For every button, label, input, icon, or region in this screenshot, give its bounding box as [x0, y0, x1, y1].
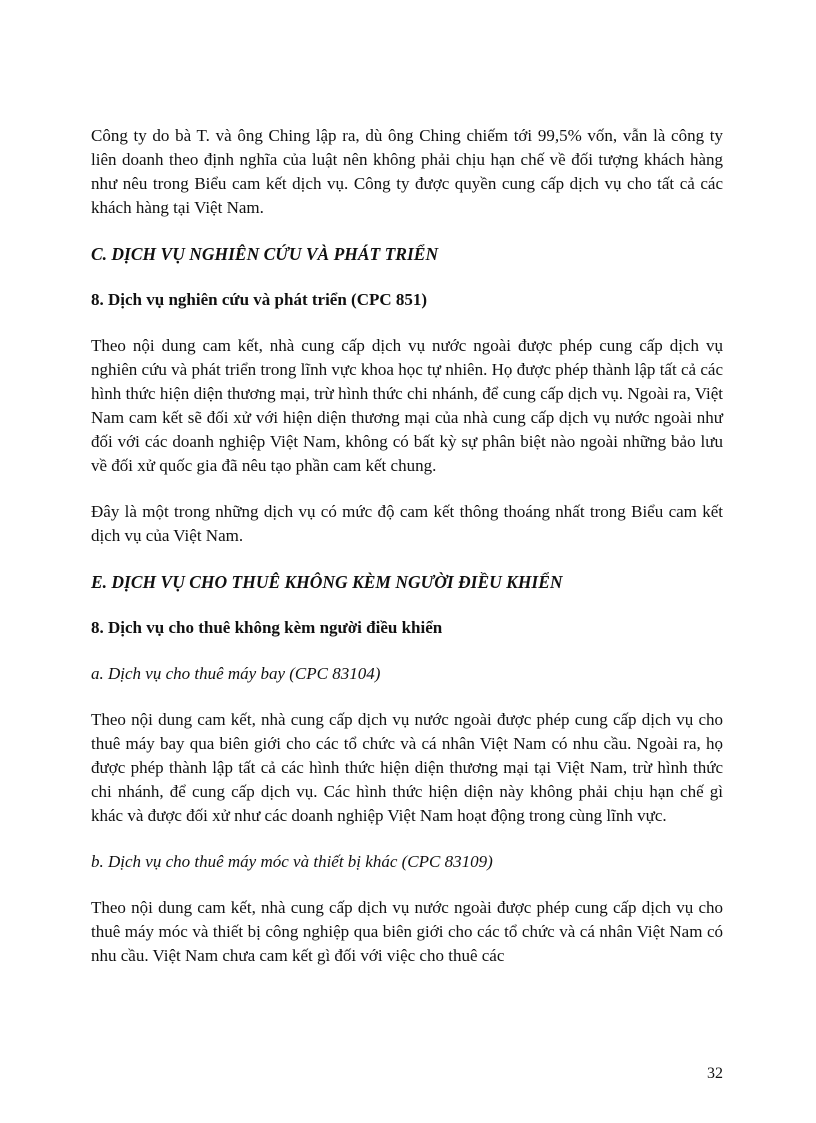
paragraph-aircraft-rental: Theo nội dung cam kết, nhà cung cấp dịch vụ nước ngoài được phép cung cấp dịch vụ cho thuê máy bay qua biên giới cho các tổ chức và cá nhân Việt Nam có nhu cầu. Ngoài ra, họ được phép thành lập tất cả các hình thức hiện diện thương mại tại Việt Nam, trừ hình thức chi nhánh, để cung cấp dịch vụ. Các hình thức hiện diện này không phải chịu hạn chế gì khác và được đối xử như các doanh nghiệp Việt Nam hoạt động trong cùng lĩnh vực.: [91, 710, 723, 825]
document-body: [91, 124, 723, 990]
subsection-heading-c8: 8. Dịch vụ nghiên cứu và phát triển (CPC 851): [91, 290, 428, 309]
subsection-heading-a: a. Dịch vụ cho thuê máy bay (CPC 83104): [91, 664, 381, 683]
section-heading-e: E. DỊCH VỤ CHO THUÊ KHÔNG KÈM NGƯỜI ĐIỀU KHIỂN: [91, 572, 563, 592]
paragraph-machinery-rental: Theo nội dung cam kết, nhà cung cấp dịch vụ nước ngoài được phép cung cấp dịch vụ cho thuê máy móc và thiết bị công nghiệp qua biên giới cho các tổ chức và cá nhân Việt Nam có nhu cầu. Việt Nam chưa cam kết gì đối với việc cho thuê các: [91, 898, 723, 965]
subsection-heading-b: b. Dịch vụ cho thuê máy móc và thiết bị khác (CPC 83109): [91, 852, 493, 871]
paragraph-intro: Công ty do bà T. và ông Ching lập ra, dù ông Ching chiếm tới 99,5% vốn, vẫn là công ty liên doanh theo định nghĩa của luật nên không phải chịu hạn chế về đối tượng khách hàng như nêu trong Biểu cam kết dịch vụ. Công ty được quyền cung cấp dịch vụ cho tất cả các khách hàng tại Việt Nam.: [91, 126, 723, 217]
section-heading-c: C. DỊCH VỤ NGHIÊN CỨU VÀ PHÁT TRIỂN: [91, 244, 439, 264]
page-number: 32: [707, 1065, 723, 1082]
paragraph-research-commitment: Theo nội dung cam kết, nhà cung cấp dịch vụ nước ngoài được phép cung cấp dịch vụ nghiên cứu và phát triển trong lĩnh vực khoa học tự nhiên. Họ được phép thành lập tất cả các hình thức hiện diện thương mại, trừ hình thức chi nhánh, để cung cấp dịch vụ. Ngoài ra, Việt Nam cam kết sẽ đối xử với hiện diện thương mại của nhà cung cấp dịch vụ nước ngoài như đối với các doanh nghiệp Việt Nam, không có bất kỳ sự phân biệt nào ngoài những bảo lưu về đối xử quốc gia đã nêu tạo phần cam kết chung.: [91, 336, 723, 475]
subsection-heading-e8: 8. Dịch vụ cho thuê không kèm người điều khiển: [91, 618, 443, 637]
paragraph-research-summary: Đây là một trong những dịch vụ có mức độ cam kết thông thoáng nhất trong Biểu cam kết dịch vụ của Việt Nam.: [91, 502, 723, 545]
